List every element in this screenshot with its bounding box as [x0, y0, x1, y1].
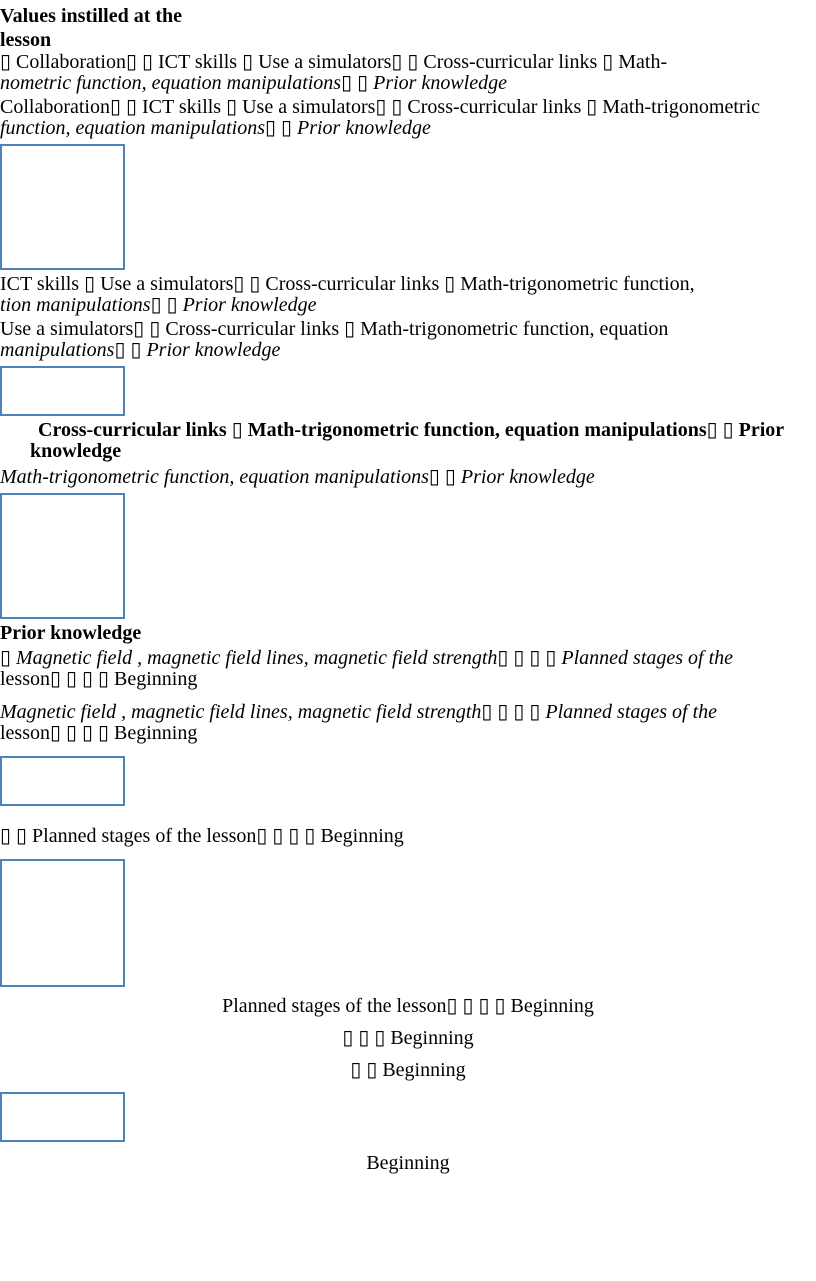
planned-stages-centered	[0, 996, 816, 1017]
simulator-line-1	[0, 319, 668, 340]
collaboration-line-1	[0, 52, 667, 73]
cross-curricular-line-1	[38, 420, 784, 441]
collaboration2-line-2	[0, 118, 431, 139]
beginning-text-2: ▯ ▯ Beginning	[350, 1059, 466, 1081]
collaboration-text-2: nometric function, equation manipulations▯ ▯ Prior knowledge	[0, 72, 507, 94]
image-box-4	[0, 756, 125, 806]
beginning-text-1: ▯ ▯ ▯ Beginning	[342, 1027, 474, 1049]
beginning-line-2	[0, 1060, 816, 1081]
magnetic2-text-1: Magnetic field , magnetic field lines, magnetic field strength▯ ▯ ▯ ▯ Planned stages of the	[0, 701, 718, 723]
image-box-3	[0, 493, 125, 619]
magnetic2-line-2	[0, 723, 197, 744]
math-text: Math-trigonometric function, equation manipulations▯ ▯ Prior knowledge	[0, 466, 595, 488]
math-line	[0, 467, 595, 488]
simulator-line-2	[0, 340, 280, 361]
magnetic-line-1	[0, 648, 733, 669]
simulator-text-2: manipulations▯ ▯ Prior knowledge	[0, 339, 281, 361]
planned-stages-line	[0, 826, 404, 847]
values-title	[0, 4, 200, 52]
ict-text-2: tion manipulations▯ ▯ Prior knowledge	[0, 294, 317, 316]
values-title-text: Values instilled at the lesson	[0, 5, 183, 51]
image-box-1	[0, 144, 125, 270]
ict-line-1	[0, 274, 695, 295]
magnetic2-line-1	[0, 702, 717, 723]
collaboration2-text-1: Collaboration▯ ▯ ICT skills ▯ Use a simulators▯ ▯ Cross-curricular links ▯ Math-trigonometric	[0, 96, 760, 118]
planned-stages-text: ▯ ▯ Planned stages of the lesson▯ ▯ ▯ ▯ Beginning	[0, 825, 404, 847]
prior-knowledge-title	[0, 623, 141, 644]
beginning-final-line	[0, 1153, 816, 1174]
image-box-2	[0, 366, 125, 416]
image-box-5	[0, 859, 125, 987]
collaboration-line-2	[0, 73, 507, 94]
beginning-line-1	[0, 1028, 816, 1049]
beginning-final-text: Beginning	[366, 1152, 450, 1174]
planned-stages-centered-text: Planned stages of the lesson▯ ▯ ▯ ▯ Beginning	[222, 995, 594, 1017]
cross-curricular-text-1: Cross-curricular links ▯ Math-trigonometric function, equation manipulations▯ ▯ Prior	[38, 419, 785, 441]
simulator-text-1: Use a simulators▯ ▯ Cross-curricular links ▯ Math-trigonometric function, equation	[0, 318, 669, 340]
collaboration-text-1: ▯ Collaboration▯ ▯ ICT skills ▯ Use a simulators▯ ▯ Cross-curricular links ▯ Math-	[0, 51, 668, 73]
ict-line-2	[0, 295, 316, 316]
collaboration2-line-1	[0, 97, 760, 118]
magnetic-text-2: lesson▯ ▯ ▯ ▯ Beginning	[0, 668, 198, 690]
ict-text-1: ICT skills ▯ Use a simulators▯ ▯ Cross-curricular links ▯ Math-trigonometric function,	[0, 273, 695, 295]
collaboration2-text-2: function, equation manipulations▯ ▯ Prior knowledge	[0, 117, 431, 139]
cross-curricular-text-2: knowledge	[30, 440, 122, 462]
magnetic-text-1: ▯ Magnetic field , magnetic field lines, magnetic field strength▯ ▯ ▯ ▯ Planned stages of the	[0, 647, 734, 669]
cross-curricular-line-2	[30, 441, 121, 462]
magnetic-line-2	[0, 669, 197, 690]
magnetic2-text-2: lesson▯ ▯ ▯ ▯ Beginning	[0, 722, 198, 744]
prior-knowledge-text: Prior knowledge	[0, 622, 142, 644]
image-box-6	[0, 1092, 125, 1142]
